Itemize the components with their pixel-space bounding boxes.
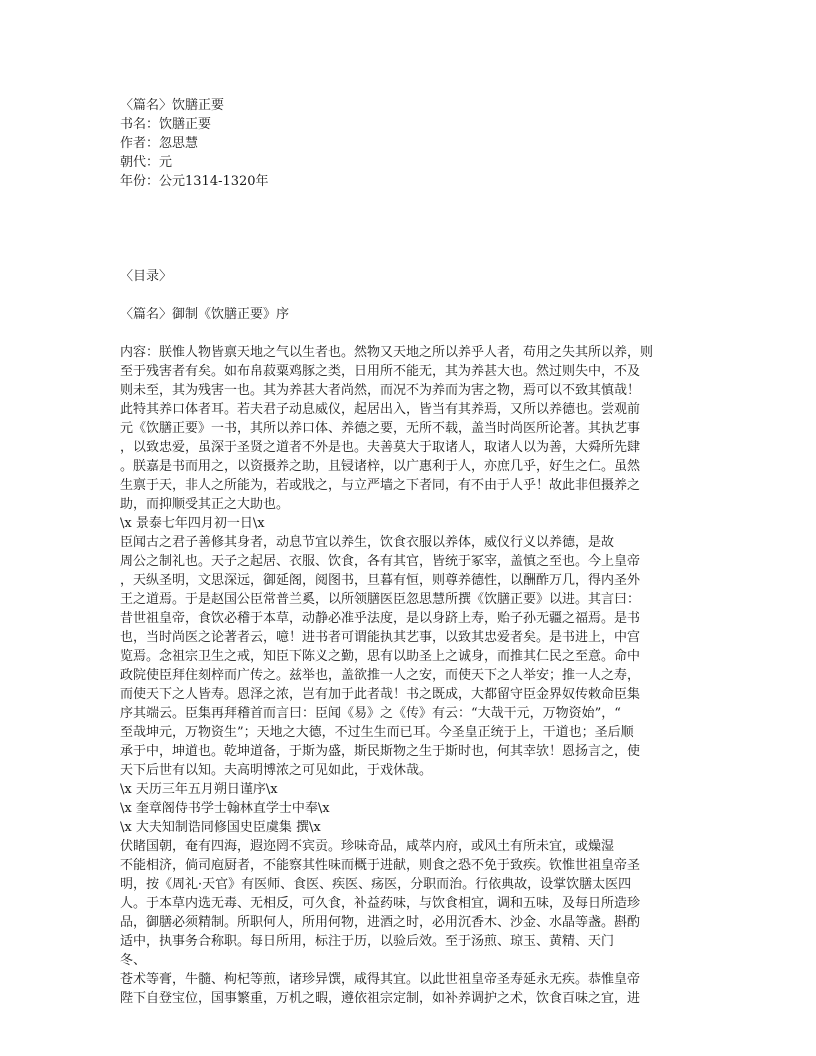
body-line: 政院使臣拜住刻梓而广传之。兹举也，盖欲推一人之安，而使天下之人举安；推一人之寿， <box>120 668 641 683</box>
body-line: 至哉坤元，万物资生”；天地之大德，不过生生而已耳。今圣皇正统于上，干道也；圣后顺 <box>120 725 634 740</box>
header-block <box>120 96 688 191</box>
body-line: 元《饮膳正要》一书，其所以养口体、养德之要，无所不载，盖当时尚医所论著。其执艺事 <box>120 421 641 436</box>
body-line: \x 大夫知制诰同修国史臣虞集 撰\x <box>120 820 321 835</box>
body-line: \x 奎章阁侍书学士翰林直学士中奉\x <box>120 801 330 816</box>
body-line: 序其端云。臣集再拜稽首而言曰：臣闻《易》之《传》有云：“大哉干元，万物资始”，“ <box>120 706 621 721</box>
body-line: 则未至，其为残害一也。其为养甚大者尚然，而况不为养而为害之物，焉可以不致其慎哉！ <box>120 383 641 398</box>
body-line: 品，御膳必须精制。所职何人，所用何物，进酒之时，必用沉香木、沙金、水晶等盏。斟酌 <box>120 915 641 930</box>
body-line: 昔世祖皇帝，食饮必稽于本草，动静必准乎法度，是以身跻上寿，贻子孙无疆之福焉。是书 <box>120 611 641 626</box>
body-line: 至于残害者有矣。如布帛菽粟鸡豚之类，日用所不能无，其为养甚大也。然过则失中，不及 <box>120 364 641 379</box>
body-line: 王之道焉。于是赵国公臣常普兰奚，以所领膳医臣忽思慧所撰《饮膳正要》以进。其言曰： <box>120 592 641 607</box>
toc-label: 〈目录〉 <box>120 269 173 284</box>
body-line: \x 天历三年五月朔日谨序\x <box>120 782 278 797</box>
body-line: 臣闻古之君子善修其身者，动息节宜以养生，饮食衣服以养体，威仪行义以养德，是故 <box>120 535 615 550</box>
body-line: 周公之制礼也。天子之起居、衣服、饮食，各有其官，皆统于冢宰，盖慎之至也。今上皇帝 <box>120 554 641 569</box>
body-line: 适中，执事务合称职。每日所用，标注于历，以验后效。至于汤煎、琼玉、黄精、天门 <box>120 934 615 949</box>
spacer <box>120 324 688 343</box>
body-line: 也，当时尚医之论著者云，噫！进书者可谓能执其艺事，以致其忠爱者矣。是书进上，中宫 <box>120 630 641 645</box>
body-line: 不能相济，倘司庖厨者，不能察其性味而概于进献，则食之恐不免于致疾。钦惟世祖皇帝圣 <box>120 858 641 873</box>
body-line: ，以致忠爱，虽深于圣贤之道者不外是也。夫善莫大于取诸人，取诸人以为善，大舜所先肆 <box>120 440 641 455</box>
header-line: 书名：饮膳正要 <box>120 117 212 132</box>
header-line: 〈篇名〉饮膳正要 <box>120 98 225 113</box>
body-line: 苍术等膏，牛髓、枸杞等煎，诸珍异馔，咸得其宜。以此世祖皇帝圣寿延永无疾。恭惟皇帝 <box>120 972 641 987</box>
body-line: ，天纵圣明，文思深远，御延阁，阅图书，旦暮有恒，则尊养德性，以酬酢万几，得内圣外 <box>120 573 641 588</box>
header-line: 朝代：元 <box>120 155 173 170</box>
body-line: 生禀于天，非人之所能为，若或戕之，与立严墙之下者同，有不由于人乎！故此非但摄养之 <box>120 478 641 493</box>
body-line: 内容：朕惟人物皆禀天地之气以生者也。然物又天地之所以养乎人者，苟用之失其所以养，则 <box>120 345 654 360</box>
document-page <box>120 96 688 1008</box>
header-line: 作者：忽思慧 <box>120 136 199 151</box>
body-text <box>120 343 688 1008</box>
body-line: 天下后世有以知。夫高明博浓之可见如此，于戏休哉。 <box>120 763 433 778</box>
header-line: 年份：公元1314-1320年 <box>120 174 269 189</box>
body-line: 此特其养口体者耳。若夫君子动息威仪，起居出入，皆当有其养焉，又所以养德也。尝观前 <box>120 402 641 417</box>
spacer <box>120 191 688 248</box>
body-line: 助，而抑顺受其正之大助也。 <box>120 497 290 512</box>
section-title: 〈篇名〉御制《饮膳正要》序 <box>120 307 290 322</box>
body-line: 伏睹国朝，奄有四海，遐迩罔不宾贡。珍味奇品，咸萃内府，或风土有所未宜，或燥湿 <box>120 839 615 854</box>
body-line: 人。于本草内选无毒、无相反，可久食，补益药味，与饮食相宜，调和五味，及每日所造珍 <box>120 896 641 911</box>
spacer <box>120 248 688 267</box>
body-line: 承于中，坤道也。乾坤道备，于斯为盛，斯民斯物之生于斯时也，何其幸欤！恩扬言之，使 <box>120 744 641 759</box>
body-line: \x 景泰七年四月初一日\x <box>120 516 265 531</box>
body-line: 览焉。念祖宗卫生之戒，知臣下陈义之勤，思有以助圣上之诚身，而推其仁民之至意。命中 <box>120 649 641 664</box>
body-line: 冬、 <box>120 953 147 968</box>
body-line: 。朕嘉是书而用之，以资摄养之助，且锓诸梓，以广惠利于人，亦庶几乎，好生之仁。虽然 <box>120 459 641 474</box>
spacer <box>120 286 688 305</box>
body-line: 明，按《周礼·天官》有医师、食医、疾医、疡医，分职而治。行依典故，设掌饮膳太医四 <box>120 877 632 892</box>
body-line: 陛下自登宝位，国事繁重，万机之暇，遵依祖宗定制，如补养调护之术，饮食百味之宜，进 <box>120 991 641 1006</box>
body-line: 而使天下之人皆寿。恩泽之浓，岂有加于此者哉！书之既成，大都留守臣金界奴传敕命臣集 <box>120 687 641 702</box>
